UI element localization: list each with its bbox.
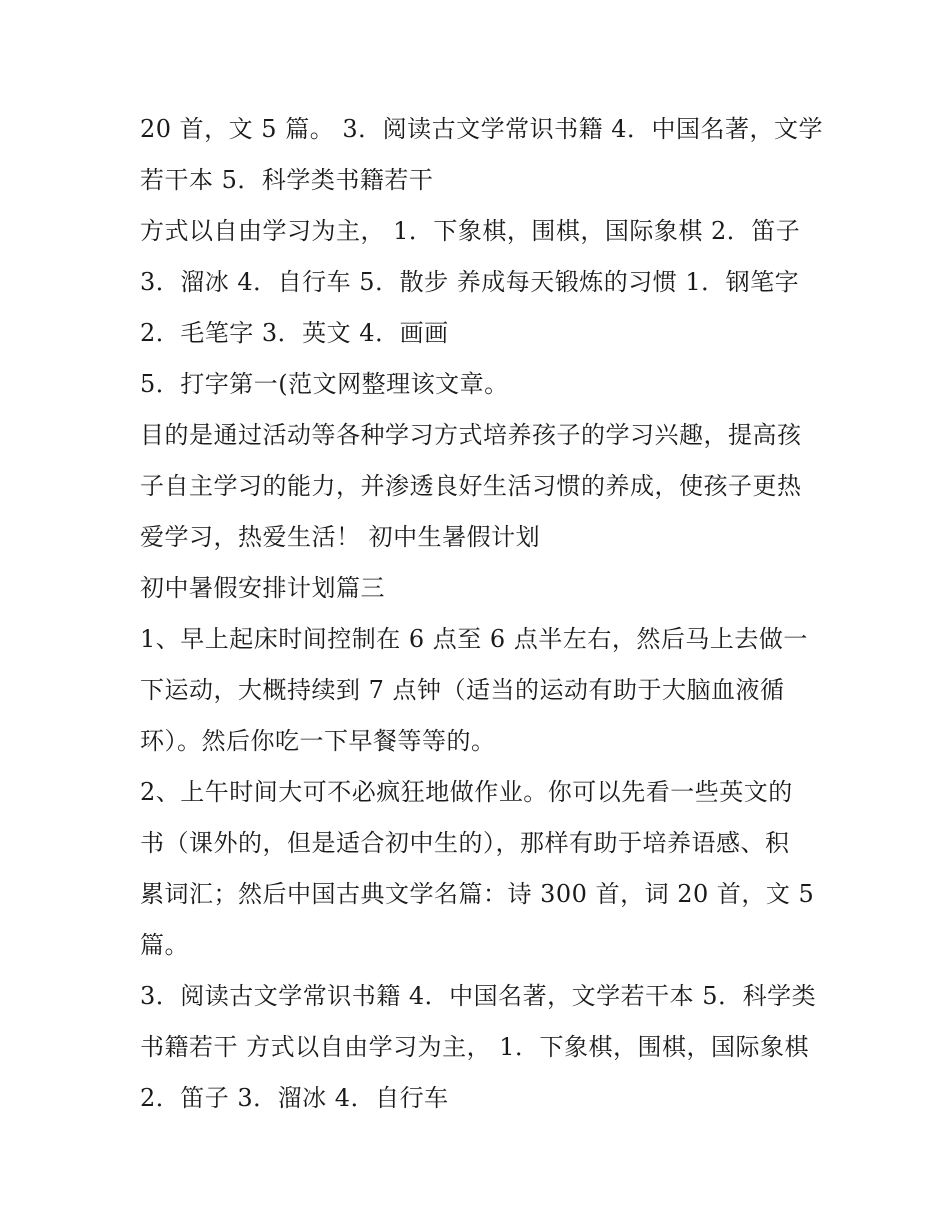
text-line: 下运动，大概持续到 7 点钟（适当的运动有助于大脑血液循 — [140, 676, 785, 704]
document-body — [140, 104, 823, 1124]
text-line: 2、上午时间大可不必疯狂地做作业。你可以先看一些英文的 — [140, 778, 793, 806]
text-line: 5．打字第一(范文网整理该文章。 — [140, 370, 509, 398]
text-line: 方式以自由学习为主， 1．下象棋，围棋，国际象棋 2．笛子 — [140, 217, 801, 245]
text-line: 爱学习，热爱生活！ 初中生暑假计划 — [140, 523, 541, 551]
text-line: 20 首，文 5 篇。 3．阅读古文学常识书籍 4．中国名著，文学 — [140, 115, 823, 143]
section-heading: 初中暑假安排计划篇三 — [140, 574, 385, 602]
text-line: 3．溜冰 4．自行车 5．散步 养成每天锻炼的习惯 1．钢笔字 — [140, 268, 800, 296]
text-line: 书（课外的，但是适合初中生的），那样有助于培养语感、积 — [140, 829, 790, 857]
text-line: 1、早上起床时间控制在 6 点至 6 点半左右，然后马上去做一 — [140, 625, 808, 653]
text-line: 若干本 5．科学类书籍若干 — [140, 166, 434, 194]
text-line: 目的是通过活动等各种学习方式培养孩子的学习兴趣，提高孩 — [140, 421, 802, 449]
text-line: 子自主学习的能力，并渗透良好生活习惯的养成，使孩子更热 — [140, 472, 802, 500]
text-line: 累词汇；然后中国古典文学名篇：诗 300 首，词 20 首，文 5 — [140, 880, 815, 908]
text-line: 环）。然后你吃一下早餐等等的。 — [140, 727, 496, 755]
text-line: 3．阅读古文学常识书籍 4．中国名著，文学若干本 5．科学类 — [140, 982, 817, 1010]
text-line: 书籍若干 方式以自由学习为主， 1．下象棋，围棋，国际象棋 — [140, 1033, 810, 1061]
text-line: 2．笛子 3．溜冰 4．自行车 — [140, 1084, 449, 1112]
text-line: 篇。 — [140, 931, 189, 959]
text-line: 2．毛笔字 3．英文 4．画画 — [140, 319, 449, 347]
